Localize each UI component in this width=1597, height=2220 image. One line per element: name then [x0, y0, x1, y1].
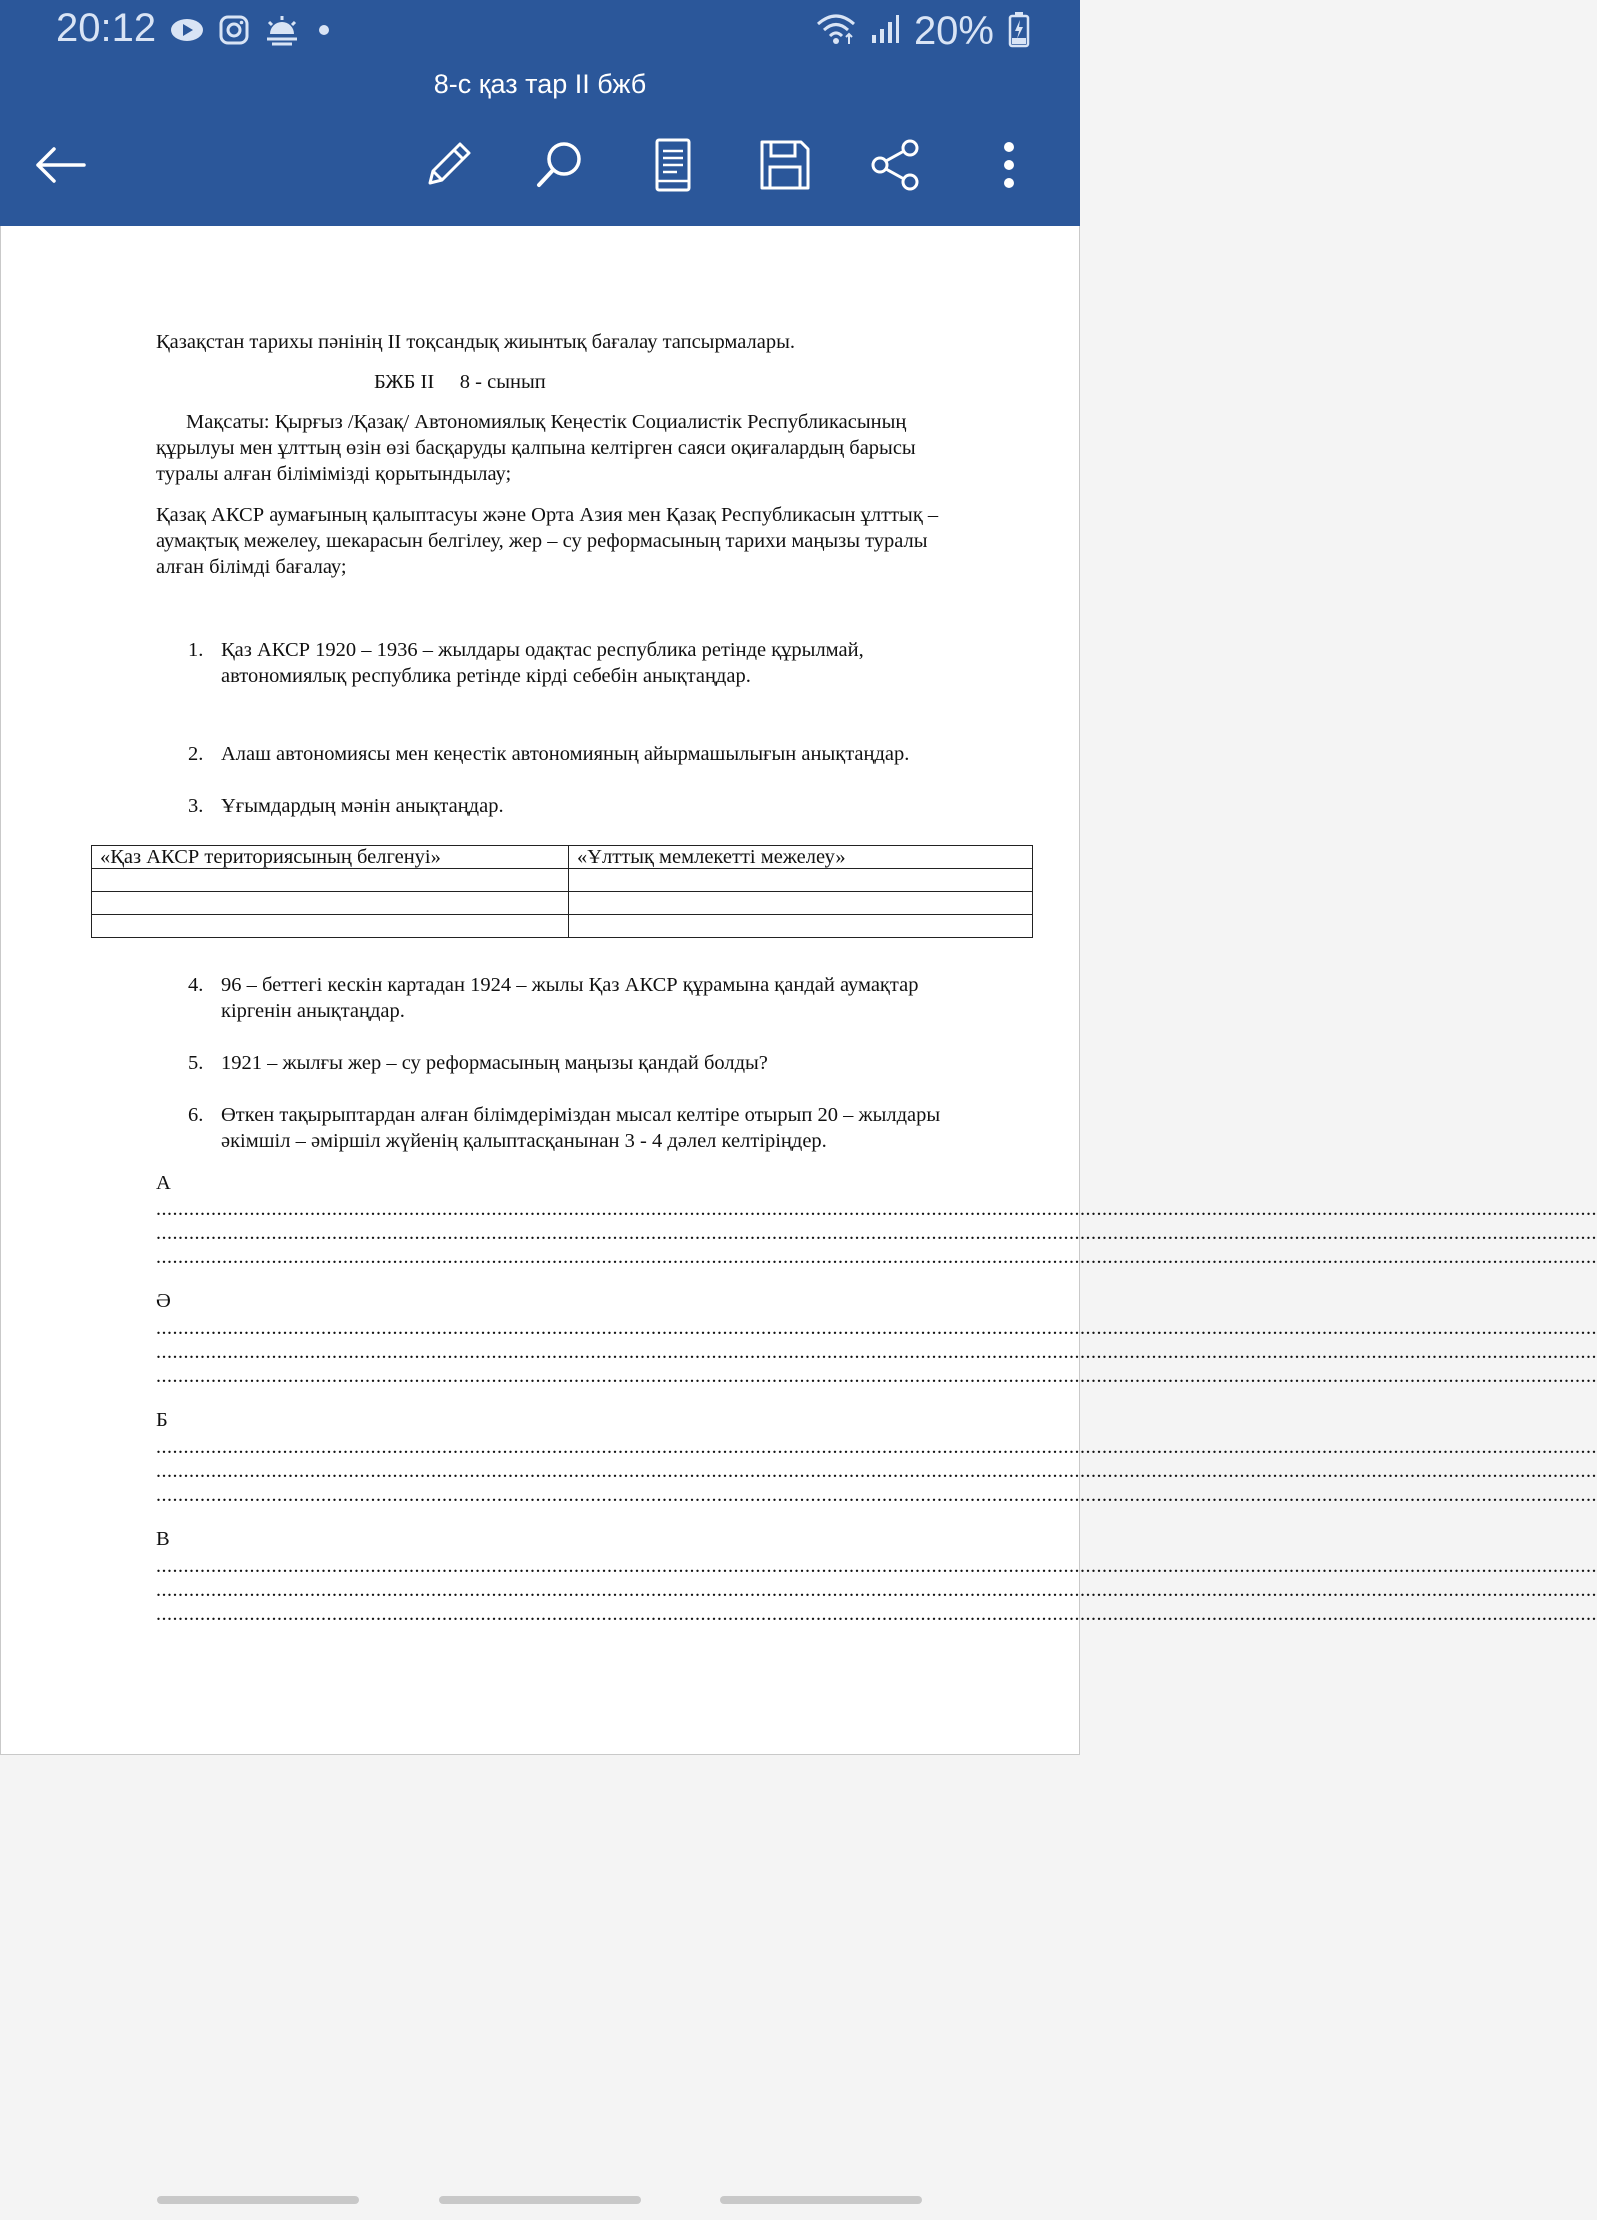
table-header-cell: «Қаз АКСР териториясының белгенуі»	[92, 846, 569, 869]
question-1-line-1: Қаз АКСР 1920 – 1936 – жылдары одақтас республика ретінде құрылмай,	[221, 639, 864, 661]
toolbar	[0, 130, 1080, 200]
app-bar	[0, 0, 1080, 226]
question-4-line-2: кіргенін анықтаңдар.	[221, 1000, 405, 1022]
answer-b-line-1[interactable]: ......................................................................................................................................................................................................................................................................	[156, 1436, 1597, 1458]
back-button[interactable]	[25, 130, 95, 200]
question-6-line-1: Өткен тақырыптардан алған білімдеріміздан мысал келтіре отырып 20 – жылдары	[221, 1104, 941, 1126]
answer-label-b: Б	[156, 1409, 168, 1431]
table-cell	[569, 892, 1033, 915]
question-5-text: 1921 – жылғы жер – су реформасының маңызы қандай болды?	[221, 1052, 768, 1074]
table-row	[92, 892, 1033, 915]
question-4-line-1: 96 – беттегі кескін картадан 1924 – жылы Қаз АКСР құрамына қандай аумақтар	[221, 974, 919, 996]
goal-line-2: құрылуы мен ұлттың өзін өзі басқаруды қалпына келтірген саяси оқиғалардың барысы	[156, 437, 916, 459]
share-icon	[868, 137, 924, 193]
table-cell	[92, 892, 569, 915]
question-2-text: Алаш автономиясы мен кеңестік автономияның айырмашылығын анықтаңдар.	[221, 743, 910, 765]
answer-ae-line-2[interactable]: ......................................................................................................................................................................................................................................................................	[156, 1341, 1597, 1363]
edit-button[interactable]	[413, 130, 483, 200]
back-arrow-icon	[32, 145, 88, 185]
save-button[interactable]	[750, 130, 820, 200]
table-cell	[569, 869, 1033, 892]
weather-icon	[264, 14, 300, 51]
status-icons-right	[816, 8, 1030, 54]
document-title: 8-с қаз тар II бжб	[433, 69, 647, 99]
doc-subheading: БЖБ II 8 - сынып	[374, 371, 546, 393]
share-button[interactable]	[861, 130, 931, 200]
question-5-number: 5.	[188, 1052, 204, 1074]
table-header-cell: «Ұлттық мемлекетті межелеу»	[569, 846, 1033, 869]
table-cell	[569, 915, 1033, 938]
search-button[interactable]	[525, 130, 595, 200]
para-line-1: Қазақ АКСР аумағының қалыптасуы және Орта Азия мен Қазақ Республикасын ұлттық –	[156, 504, 939, 526]
battery-icon	[1008, 11, 1030, 52]
more-vertical-icon	[999, 137, 1019, 193]
question-6-line-2: әкімшіл – әміршіл жүйенің қалыптасқанынан 3 - 4 дәлел келтіріңдер.	[221, 1130, 827, 1152]
mobile-view-icon	[651, 137, 695, 193]
answer-a-line-3[interactable]: ......................................................................................................................................................................................................................................................................	[156, 1246, 1597, 1268]
instagram-icon	[218, 14, 250, 51]
document-page[interactable]	[0, 226, 1597, 1755]
question-1-number: 1.	[188, 639, 204, 661]
table-cell	[92, 915, 569, 938]
save-icon	[757, 137, 813, 193]
status-icons-left	[170, 12, 334, 52]
question-6-number: 6.	[188, 1104, 204, 1126]
scroll-indicator-right	[720, 2196, 922, 2204]
table-row	[92, 869, 1033, 892]
answer-v-line-3[interactable]: ......................................................................................................................................................................................................................................................................	[156, 1603, 1597, 1625]
wifi-icon	[816, 12, 856, 51]
answer-ae-line-3[interactable]: ......................................................................................................................................................................................................................................................................	[156, 1365, 1597, 1387]
para-line-3: алған білімді бағалау;	[156, 556, 347, 578]
battery-percent: 20%	[913, 8, 994, 53]
question-1-line-2: автономиялық республика ретінде кірді себебін анықтаңдар.	[221, 665, 751, 687]
answer-a-line-1[interactable]: ......................................................................................................................................................................................................................................................................	[156, 1198, 1597, 1220]
youtube-icon	[170, 17, 204, 48]
goal-line-1: Мақсаты: Қырғыз /Қазақ/ Автономиялық Кеңестік Социалистік Республикасының	[186, 411, 907, 433]
answer-a-line-2[interactable]: ......................................................................................................................................................................................................................................................................	[156, 1222, 1597, 1244]
goal-line-3: туралы алған білімімізді қорытындылау;	[156, 463, 512, 485]
table-cell	[92, 869, 569, 892]
doc-heading: Қазақстан тарихы пәнінің II тоқсандық жиынтық бағалау тапсырмалары.	[156, 331, 795, 353]
answer-b-line-3[interactable]: ......................................................................................................................................................................................................................................................................	[156, 1484, 1597, 1506]
status-bar	[0, 0, 1080, 66]
status-time: 20:12	[56, 6, 157, 50]
table-row	[92, 915, 1033, 938]
answer-b-line-2[interactable]: ......................................................................................................................................................................................................................................................................	[156, 1460, 1597, 1482]
answer-label-ae: Ә	[156, 1290, 171, 1312]
question-2-number: 2.	[188, 743, 204, 765]
scroll-indicator-left	[157, 2196, 359, 2204]
question-3-text: Ұғымдардың мәнін анықтаңдар.	[221, 795, 504, 817]
answer-ae-line-1[interactable]: ......................................................................................................................................................................................................................................................................	[156, 1317, 1597, 1339]
scroll-indicator-center	[439, 2196, 641, 2204]
question-3-number: 3.	[188, 795, 204, 817]
signal-icon	[870, 13, 900, 50]
search-icon	[532, 137, 588, 193]
answer-v-line-2[interactable]: ......................................................................................................................................................................................................................................................................	[156, 1579, 1597, 1601]
question-4-number: 4.	[188, 974, 204, 996]
mobile-view-button[interactable]	[638, 130, 708, 200]
answer-label-v: В	[156, 1528, 170, 1550]
para-line-2: аумақтық межелеу, шекарасын белгілеу, жер – су реформасының тарихи маңызы туралы	[156, 530, 928, 552]
answer-v-line-1[interactable]: ......................................................................................................................................................................................................................................................................	[156, 1555, 1597, 1577]
concepts-table	[91, 845, 1033, 938]
answer-label-a: А	[156, 1172, 171, 1194]
table-header-row	[92, 846, 1033, 869]
more-options-button[interactable]	[974, 130, 1044, 200]
pencil-icon	[420, 137, 476, 193]
dot-icon	[314, 20, 334, 45]
